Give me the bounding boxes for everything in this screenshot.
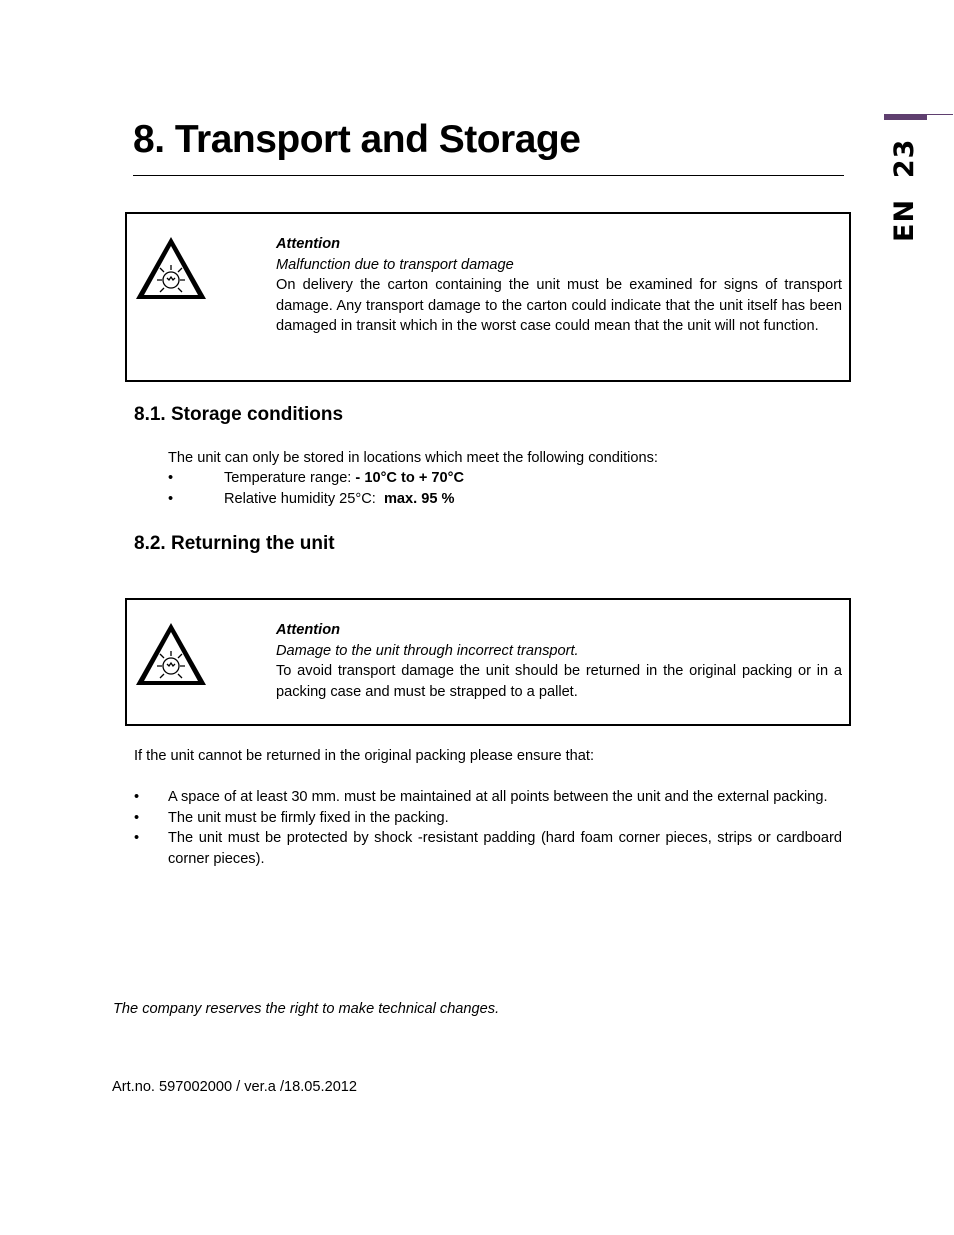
returning-requirements-list [134, 787, 842, 869]
section-8-1-title: 8.1. Storage conditions [134, 404, 344, 425]
list-item-text: The unit must be protected by shock -resistant padding (hard foam corner pieces, strips or cardboard corner pieces). [168, 830, 842, 867]
title-rule [133, 175, 844, 176]
storage-intro: The unit can only be stored in locations which meet the following conditions: [168, 450, 658, 466]
side-tab-lang: EN [889, 198, 920, 242]
list-item [134, 828, 842, 869]
side-tab-bar [884, 114, 927, 120]
side-tab-page: 23 [889, 138, 920, 178]
bullet: • [134, 830, 140, 846]
list-item-text: The unit must be firmly fixed in the packing. [168, 809, 449, 826]
bullet: • [168, 491, 174, 507]
article-number: Art.no. 597002000 / ver.a /18.05.2012 [112, 1079, 358, 1095]
warning-1-subtitle: Malfunction due to transport damage [276, 256, 514, 273]
bullet: • [134, 809, 140, 826]
condition-label: Relative humidity 25°C: [224, 491, 384, 507]
warning-2-label: Attention [276, 622, 341, 638]
side-tab-label [885, 130, 925, 250]
warning-1-content [276, 234, 842, 337]
condition-humidity [168, 489, 455, 510]
warning-2-text: To avoid transport damage the unit should be returned in the original packing or in a packing case and must be strapped to a pallet. [276, 663, 842, 700]
warning-triangle-icon [133, 620, 209, 688]
warning-2-subtitle: Damage to the unit through incorrect transport. [276, 642, 579, 659]
warning-1-label: Attention [276, 236, 341, 252]
warning-triangle-icon [133, 234, 209, 302]
side-tab-line [927, 114, 953, 115]
bullet: • [168, 470, 174, 486]
disclaimer: The company reserves the right to make technical changes. [113, 1001, 500, 1017]
condition-value: max. 95 % [383, 491, 455, 507]
bullet: • [134, 789, 140, 805]
section-8-2-title: 8.2. Returning the unit [134, 533, 335, 554]
condition-label: Temperature range: [224, 470, 356, 486]
list-item [134, 787, 842, 808]
warning-2-content [276, 620, 842, 702]
condition-temperature [168, 468, 464, 489]
warning-1-text: On delivery the carton containing the unit must be examined for signs of transport damage. Any transport damage to the carton could indicate that the unit itself has been damaged in transit which in the worst case could mean that the unit will not function. [276, 277, 842, 334]
chapter-title: 8. Transport and Storage [133, 118, 581, 161]
condition-value: - 10°C to + 70°C [355, 470, 465, 486]
list-item [134, 808, 842, 829]
returning-intro: If the unit cannot be returned in the original packing please ensure that: [134, 748, 595, 764]
list-item-text: A space of at least 30 mm. must be maintained at all points between the unit and the external packing. [168, 789, 828, 805]
